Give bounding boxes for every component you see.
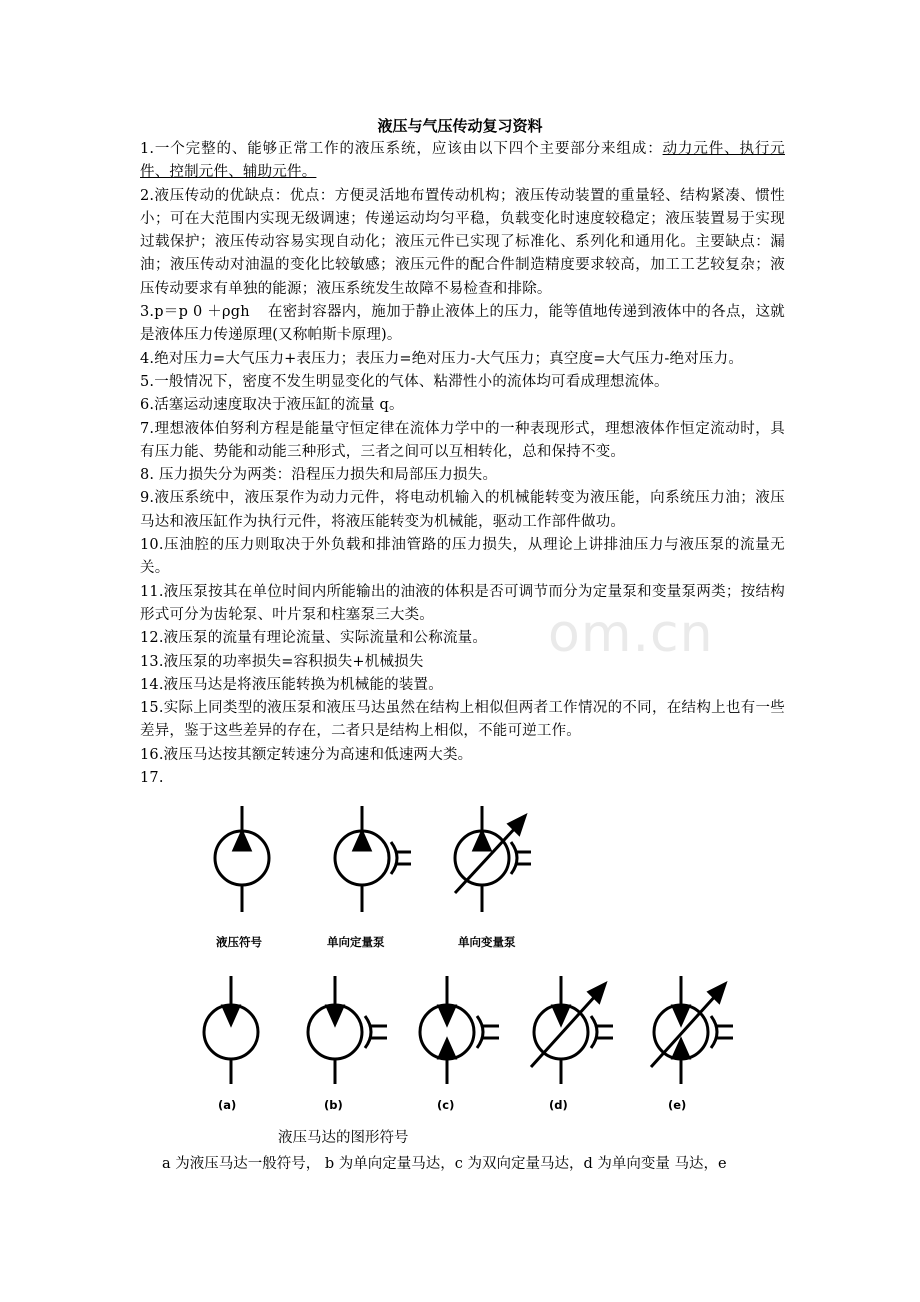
- note-item-2: 2.液压传动的优缺点：优点：方便灵活地布置传动机构；液压传动装置的重量轻、结构紧凑、惯性小；可在大范围内实现无级调速；传递运动均匀平稳，负载变化时速度较稳定；液压装置易于实现过载保护；液压传动容易实现自动化；液压元件已实现了标准化、系列化和通用化。主要缺点：漏油；液压传动对油温的变化比较敏感；液压元件的配合件制造精度要求较高，加工工艺较复杂；液压传动要求有单独的能源；液压系统发生故障不易检查和排除。: [140, 187, 785, 297]
- watermark: om.cn: [548, 604, 714, 664]
- single-variable-pump-icon: [455, 806, 531, 912]
- motor-label-a: (a): [218, 1098, 237, 1112]
- note-item-14: 14.液压马达是将液压能转换为机械能的装置。: [140, 676, 443, 693]
- figure-caption: 液压马达的图形符号: [278, 1130, 409, 1146]
- figure-note: a 为液压马达一般符号， b 为单向定量马达，c 为双向定量马达，d 为单向变量 马达，e: [162, 1156, 727, 1172]
- symbol-label-fixed-pump: 单向定量泵: [327, 935, 385, 949]
- note-item-16: 16.液压马达按其额定转速分为高速和低速两大类。: [140, 746, 473, 763]
- note-item-11: 11.液压泵按其在单位时间内所能输出的油液的体积是否可调节而分为定量泵和变量泵两类；按结构形式可分为齿轮泵、叶片泵和柱塞泵三大类。: [140, 583, 785, 623]
- note-item-6: 6.活塞运动速度取决于液压缸的流量 q。: [140, 397, 404, 414]
- note-item-1: [140, 138, 785, 185]
- note-item-13: 13.液压泵的功率损失=容积损失+机械损失: [140, 653, 424, 670]
- note-item-9: 9.液压系统中，液压泵作为动力元件，将电动机输入的机械能转变为液压能，向系统压力油；液压马达和液压缸作为执行元件，将液压能转变为机械能，驱动工作部件做功。: [140, 490, 785, 530]
- motor-single-variable-icon: [531, 976, 613, 1084]
- motor-single-fixed-icon: [308, 976, 387, 1084]
- note-item-8: 8. 压力损失分为两类：沿程压力损失和局部压力损失。: [140, 467, 498, 484]
- symbol-label-variable-pump: 单向变量泵: [458, 935, 516, 949]
- note-item-7: 7.理想液体伯努利方程是能量守恒定律在流体力学中的一种表现形式，理想液体作恒定流动时，具有压力能、势能和动能三种形式，三者之间可以互相转化，总和保持不变。: [140, 420, 785, 460]
- note-item-1-text: 1.一个完整的、能够正常工作的液压系统，应该由以下四个主要部分来组成：: [140, 141, 663, 157]
- symbol-label-hydraulic: 液压符号: [216, 935, 262, 949]
- motor-label-c: (c): [437, 1098, 455, 1112]
- single-fixed-pump-icon: [335, 806, 411, 912]
- review-notes: [140, 138, 785, 790]
- motor-label-e: (e): [668, 1098, 687, 1112]
- note-item-3-text: 在密封容器内，施加于静止液体上的压力，能等值地传递到液体中的各点，这就是液体压力传递原理(又称帕斯卡原理)。: [140, 304, 785, 344]
- note-item-10: 10.压油腔的压力则取决于外负载和排油管路的压力损失，从理论上讲排油压力与液压泵的流量无关。: [140, 537, 785, 577]
- page-title: 液压与气压传动复习资料: [377, 117, 543, 135]
- motor-double-variable-icon: [651, 976, 733, 1084]
- note-item-15: 15.实际上同类型的液压泵和液压马达虽然在结构上相似但两者工作情况的不同，在结构上也有一些差异，鉴于这些差异的存在，二者只是结构上相似，不能可逆工作。: [140, 700, 785, 740]
- note-item-1-underlined: 动力元件、执行元件、控制元件、辅助元件。: [140, 141, 785, 181]
- note-item-17: 17.: [140, 770, 164, 787]
- motor-general-icon: [204, 976, 258, 1084]
- note-item-4: 4.绝对压力=大气压力+表压力；表压力=绝对压力-大气压力；真空度=大气压力-绝对压力。: [140, 350, 744, 367]
- note-item-12: 12.液压泵的流量有理论流量、实际流量和公称流量。: [140, 630, 488, 647]
- motor-label-b: (b): [324, 1098, 343, 1112]
- motor-label-d: (d): [549, 1098, 568, 1112]
- note-item-5: 5.一般情况下，密度不发生明显变化的气体、粘滞性小的流体均可看成理想流体。: [140, 373, 669, 390]
- note-item-3: [140, 301, 785, 348]
- hydraulic-symbol-icon: [215, 806, 269, 912]
- motor-double-fixed-icon: [420, 976, 499, 1084]
- pressure-formula: 3.p＝p 0 ＋ρgh: [140, 304, 250, 321]
